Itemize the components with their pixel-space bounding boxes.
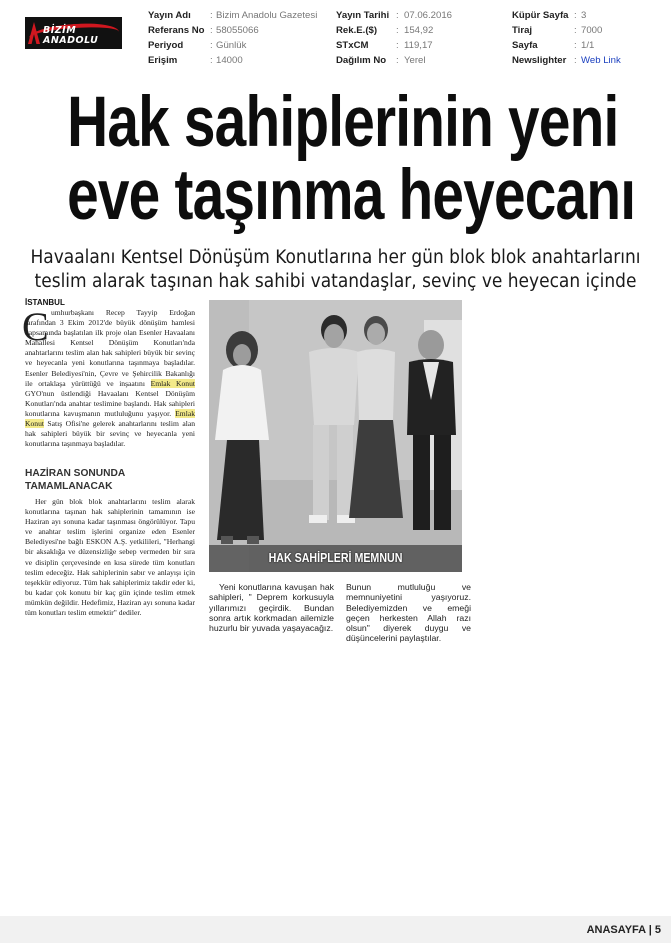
meta-value: Bizim Anadolu Gazetesi [216,10,318,21]
meta-key: Tiraj [512,25,533,36]
meta-separator: : [396,25,399,36]
meta-value: 119,17 [404,40,433,51]
meta-separator: : [574,10,577,21]
meta-value: 58055066 [216,25,259,36]
headline-line-1: Hak sahiplerinin yeni [67,83,619,162]
meta-key: Yayın Adı [148,10,191,21]
logo-text-line2: ANADOLU [43,35,99,46]
drop-cap: C [22,304,49,349]
meta-value: 1/1 [581,40,595,51]
meta-value: 07.06.2016 [404,10,453,21]
page-footer [0,916,671,943]
meta-value: 7000 [581,25,603,36]
meta-separator: : [574,40,577,51]
article-paragraph-2: Her gün blok blok anahtarlarını teslim alarak konutlarına taşınan hak sahiplerinin tamamının ise Haziran ayı sonuna kadar taşınması öngörülüyor. Tapu ve anahtar teslim işlerini organize eden Esenler Belediyesi'ne bağlı ESKON A.Ş. yetkilileri, "Herhangi bir aksaklığa ve düzensizliğe sebep vermeden bir sıra ve disiplin çerçevesinde en kısa sürede tüm konutları teslim edeceğiz. Hak sahiplerinin sabır ve anlayışı için teşekkür ediyoruz. Tüm hak sahiplerimiz takdir eder ki, bu kadar çok konutu bir kaç gün içinde teslim etmek mümkün değildir. Hedefimiz, Haziran ayı sonuna kadar tüm konutları teslim etmektir" dediler. [25,497,195,618]
dateline: İSTANBUL [25,298,65,307]
meta-separator: : [210,40,213,51]
photo-caption: HAK SAHİPLERİ MEMNUN [268,550,403,565]
meta-key: Küpür Sayfa [512,10,569,21]
paragraph-text: GYO'nun üstlendiği Havaalanı Kentsel Dönüşüm Konutları'nda anahtar teslimine başlandı. Hak sahipleri konutlarına kavuşmanın mutluluğunu yaşıyor. [25,388,195,418]
meta-key: Erişim [148,55,178,66]
article-paragraph-1 [25,308,195,449]
meta-separator: : [210,55,213,66]
paragraph-text: Satış Ofisi'ne gelerek anahtarlarını teslim alan hak sahipleri büyük bir sevinç ve heyecanla yeni konutlarına taşınmaya başladılar. [25,419,195,449]
meta-key: Referans No [148,25,205,36]
highlight-emlak-konut: Emlak Konut [25,408,195,429]
web-link[interactable]: Web Link [581,55,621,66]
meta-key: Yayın Tarihi [336,10,390,21]
article-photo [209,300,462,572]
meta-value: 154,92 [404,25,434,36]
headline-line-2: eve taşınma heyecanı [67,156,636,235]
meta-separator: : [210,25,213,36]
meta-separator: : [210,10,213,21]
meta-value: Yerel [404,55,426,66]
meta-value: 3 [581,10,587,21]
subheadline-line-1: Havaalanı Kentsel Dönüşüm Konutlarına her gün blok blok anahtarlarını [30,247,641,268]
footer-page-label[interactable]: ANASAYFA | 5 [586,924,661,936]
meta-key: Periyod [148,40,184,51]
meta-value: 14000 [216,55,243,66]
meta-key: Newslighter [512,55,567,66]
meta-key: Sayfa [512,40,538,51]
logo-text-line1: BİZİM [43,25,77,36]
meta-separator: : [396,55,399,66]
logo-text [43,26,98,46]
highlight-emlak-konut: Emlak Konut [150,378,195,388]
meta-value: Günlük [216,40,247,51]
meta-key: Dağılım No [336,55,387,66]
section-heading [25,468,195,493]
newspaper-logo [25,17,122,49]
subheadline-line-2: teslim alarak taşınan hak sahibi vatandaşlar, sevinç ve heyecan içinde [34,271,637,292]
meta-separator: : [396,10,399,21]
section-heading-line2: TAMAMLANACAK [25,480,113,492]
article-column-2b: Bunun mutluluğu ve memnuniyetini yaşıyoruz. Belediyemizden ve emeği geçen herkesten Allah razı olsun" diyerek duygu ve düşüncelerini paylaştılar. [346,582,471,644]
paragraph-text: umhurbaşkanı Recep Tayyip Erdoğan tarafından 3 Ekim 2012'de büyük dönüşüm hamlesi kapsamında başlatılan ilk proje olan Esenler Havaalanı Mahallesi Kentsel Dönüşüm Konutları'nda anahtarlarını teslim alan hak sahipleri büyük bir sevinç ve heyecanla yeni konutlarına taşınmaya başladılar. Esenler Belediyesi'nin, Çevre ve Şehircilik Bakanlığı ile ortaklaşa yürüttüğü ve inşaatını [25,308,195,388]
meta-key: Rek.E.($) [336,25,378,36]
meta-separator: : [574,25,577,36]
meta-key: STxCM [336,40,369,51]
meta-separator: : [396,40,399,51]
section-heading-line1: HAZİRAN SONUNDA [25,468,126,479]
article-column-2a: Yeni konutlarına kavuşan hak sahipleri, " Deprem korkusuyla yıllarımızı geçirdik. Bundan sonra artık korkmadan ailemizle huzurlu bir yuvada yaşayacağız. [209,582,334,634]
meta-separator: : [574,55,577,66]
photo-illustration [209,300,462,572]
